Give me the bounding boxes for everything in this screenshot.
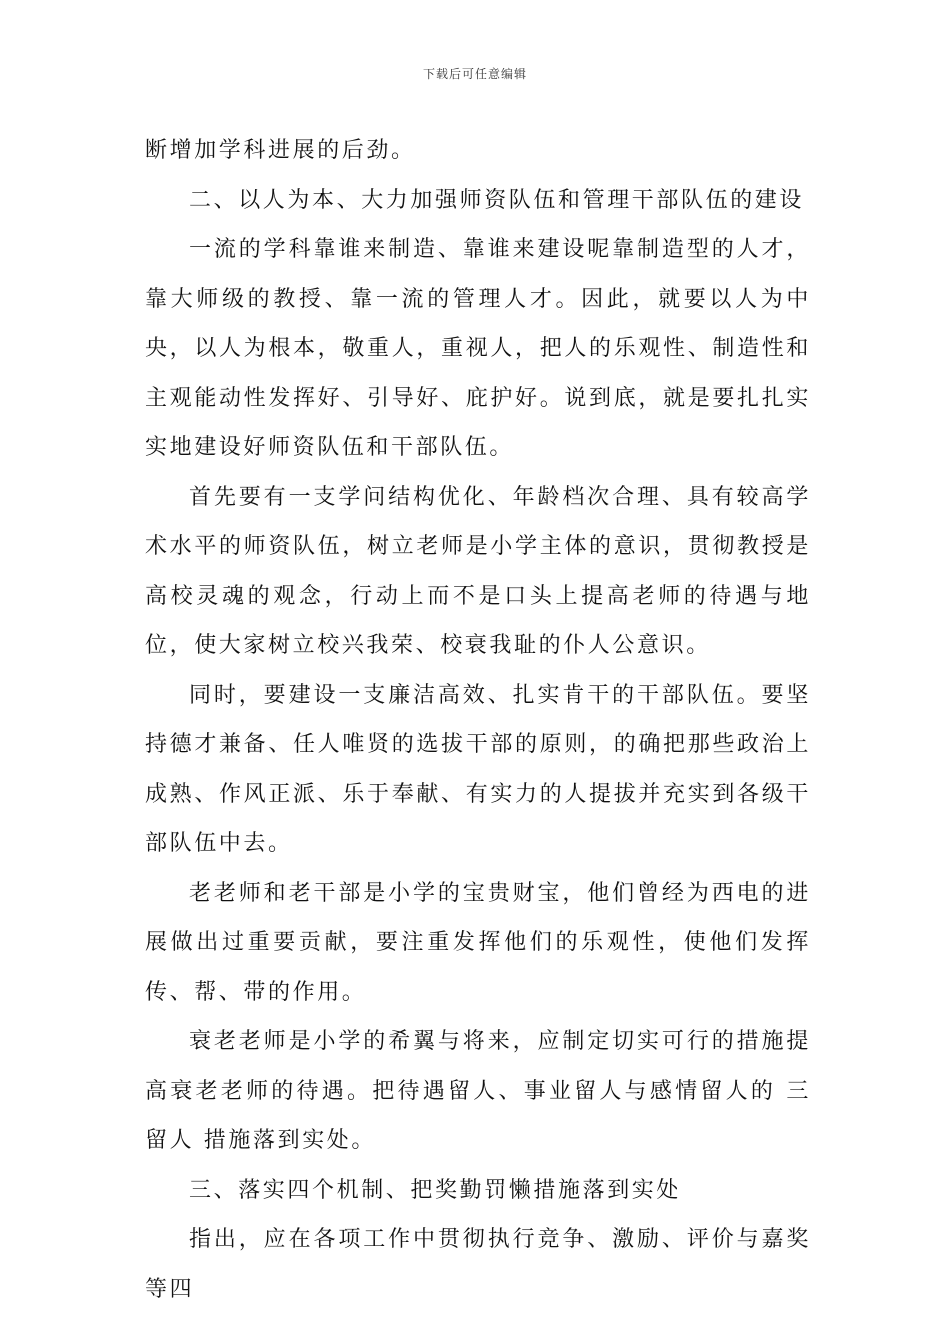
paragraph-faculty: 首先要有一支学问结构优化、年龄档次合理、具有较高学术水平的师资队伍，树立老师是小学主体的意识，贯彻教授是高校灵魂的观念，行动上而不是口头上提高老师的待遇与地位，使大家树立校兴我荣、校衰我耻的仆人公意识。 [145,484,811,658]
paragraph-talent: 一流的学科靠谁来制造、靠谁来建设呢靠制造型的人才，靠大师级的教授、靠一流的管理人才。因此，就要以人为中央，以人为根本，敬重人，重视人，把人的乐观性、制造性和主观能动性发挥好、引导好、庇护好。说到底，就是要扎扎实实地建设好师资队伍和干部队伍。 [145,237,811,460]
paragraph-continuation: 断增加学科进展的后劲。 [145,138,416,163]
paragraph-senior-staff: 老老师和老干部是小学的宝贵财宝，他们曾经为西电的进展做出过重要贡献，要注重发挥他们的乐观性，使他们发挥传、帮、带的作用。 [145,880,811,1005]
page-header: 下载后可任意编辑 [422,67,527,81]
paragraph-cadres: 同时，要建设一支廉洁高效、扎实肯干的干部队伍。要坚持德才兼备、任人唯贤的选拔干部的原则，的确把那些政治上成熟、作风正派、乐于奉献、有实力的人提拔并充实到各级干部队伍中去。 [145,682,811,856]
section-heading-2: 二、以人为本、大力加强师资队伍和管理干部队伍的建设 [189,187,805,213]
section-heading-3: 三、落实四个机制、把奖勤罚懒措施落到实处 [189,1177,682,1203]
paragraph-mechanisms: 指出，应在各项工作中贯彻执行竞争、激励、评价与嘉奖等四 [145,1227,811,1302]
paragraph-young-teachers: 衰老老师是小学的希翼与将来，应制定切实可行的措施提高衰老老师的待遇。把待遇留人、事业留人与感情留人的 三留人 措施落到实处。 [145,1029,811,1153]
document-body [145,126,811,1314]
